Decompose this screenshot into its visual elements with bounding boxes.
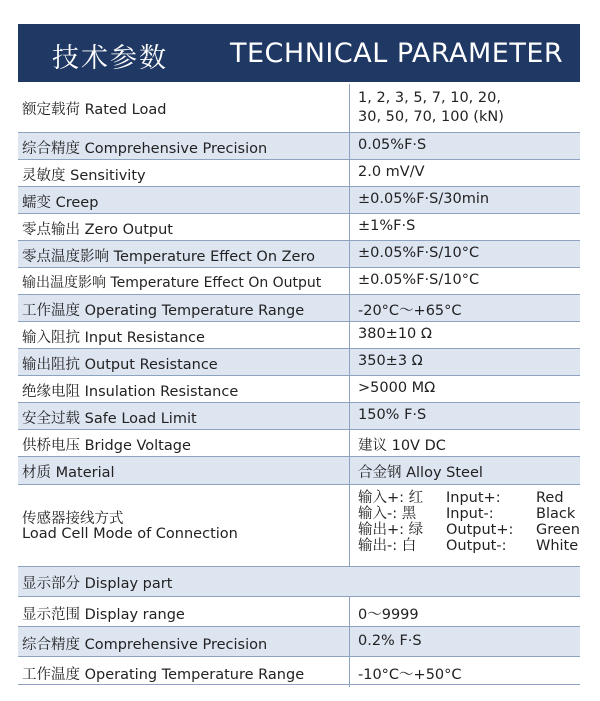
title-banner (18, 24, 580, 82)
row-value: >5000 MΩ (358, 380, 436, 396)
row-value: 0.05%F·S (358, 137, 427, 153)
row-value: 1, 2, 3, 5, 7, 10, 20, (358, 90, 501, 106)
table-row (18, 403, 580, 430)
wiring-line (358, 522, 580, 538)
row-value: 合金钢 Alloy Steel (358, 465, 483, 481)
table-row (18, 457, 580, 485)
wire-color: Red (536, 490, 564, 506)
wiring-row (18, 485, 580, 567)
row-label: 灵敏度 Sensitivity (22, 168, 146, 184)
row-value: -10°C～+50°C (358, 667, 462, 683)
table-row (18, 322, 580, 349)
row-value: 30, 50, 70, 100 (kN) (358, 109, 504, 125)
table-row (18, 187, 580, 214)
row-value: 380±10 Ω (358, 326, 432, 342)
wire-en: Input-: (446, 506, 494, 522)
row-value: -20°C～+65°C (358, 303, 462, 319)
row-label: 综合精度 Comprehensive Precision (22, 141, 268, 157)
table-row (18, 376, 580, 403)
wire-color: Green (536, 522, 580, 538)
wiring-list (358, 490, 580, 554)
row-value: 0～9999 (358, 607, 419, 623)
title-english: TECHNICAL PARAMETER (230, 38, 564, 69)
row-label: 输入阻抗 Input Resistance (22, 330, 205, 346)
row-value: 150% F·S (358, 407, 427, 423)
table-row (18, 657, 580, 687)
wire-cn: 输入-: 黑 (358, 506, 417, 522)
table-row (18, 349, 580, 376)
display-section-header (18, 567, 580, 597)
wire-color: Black (536, 506, 576, 522)
wire-en: Input+: (446, 490, 501, 506)
row-value: 0.2% F·S (358, 633, 422, 649)
table-bottom-border (18, 684, 580, 685)
table-row (18, 430, 580, 457)
row-label: 材质 Material (22, 465, 115, 481)
table-row (18, 241, 580, 268)
title-chinese: 技术参数 (52, 43, 168, 74)
wiring-label-en: Load Cell Mode of Connection (22, 526, 238, 542)
row-value: 2.0 mV/V (358, 164, 425, 180)
table-row (18, 268, 580, 295)
table-row (18, 627, 580, 657)
row-label: 安全过载 Safe Load Limit (22, 411, 197, 427)
table-row (18, 295, 580, 322)
row-value: ±0.05%F·S/10°C (358, 272, 480, 288)
table-row (18, 214, 580, 241)
row-label: 工作温度 Operating Temperature Range (22, 667, 305, 683)
row-label: 输出温度影响 Temperature Effect On Output (22, 275, 322, 291)
row-value: 建议 10V DC (358, 438, 446, 454)
parameter-table (18, 84, 580, 687)
row-label: 绝缘电阻 Insulation Resistance (22, 384, 239, 400)
row-label: 零点输出 Zero Output (22, 222, 173, 238)
table-row (18, 84, 580, 133)
wire-color: White (536, 538, 579, 554)
wire-en: Output-: (446, 538, 507, 554)
table-row (18, 160, 580, 187)
wire-cn: 输入+: 红 (358, 490, 424, 506)
table-row (18, 133, 580, 160)
row-label: 蠕变 Creep (22, 195, 99, 211)
row-label: 输出阻抗 Output Resistance (22, 357, 218, 373)
table-row (18, 597, 580, 627)
section-title: 显示部分 Display part (22, 576, 173, 592)
wiring-label-cn: 传感器接线方式 (22, 511, 124, 527)
wire-cn: 输出+: 绿 (358, 522, 424, 538)
row-label: 显示范围 Display range (22, 607, 185, 623)
wiring-line (358, 538, 580, 554)
row-label: 供桥电压 Bridge Voltage (22, 438, 191, 454)
row-value: ±0.05%F·S/10°C (358, 245, 480, 261)
row-label: 综合精度 Comprehensive Precision (22, 637, 268, 653)
row-label: 零点温度影响 Temperature Effect On Zero (22, 249, 315, 265)
row-value: ±1%F·S (358, 218, 416, 234)
row-label: 工作温度 Operating Temperature Range (22, 303, 305, 319)
wiring-line (358, 490, 580, 506)
wire-cn: 输出-: 白 (358, 538, 417, 554)
row-value: 350±3 Ω (358, 353, 423, 369)
row-label: 额定载荷 Rated Load (22, 102, 167, 118)
wire-en: Output+: (446, 522, 514, 538)
row-value: ±0.05%F·S/30min (358, 191, 490, 207)
wiring-line (358, 506, 580, 522)
